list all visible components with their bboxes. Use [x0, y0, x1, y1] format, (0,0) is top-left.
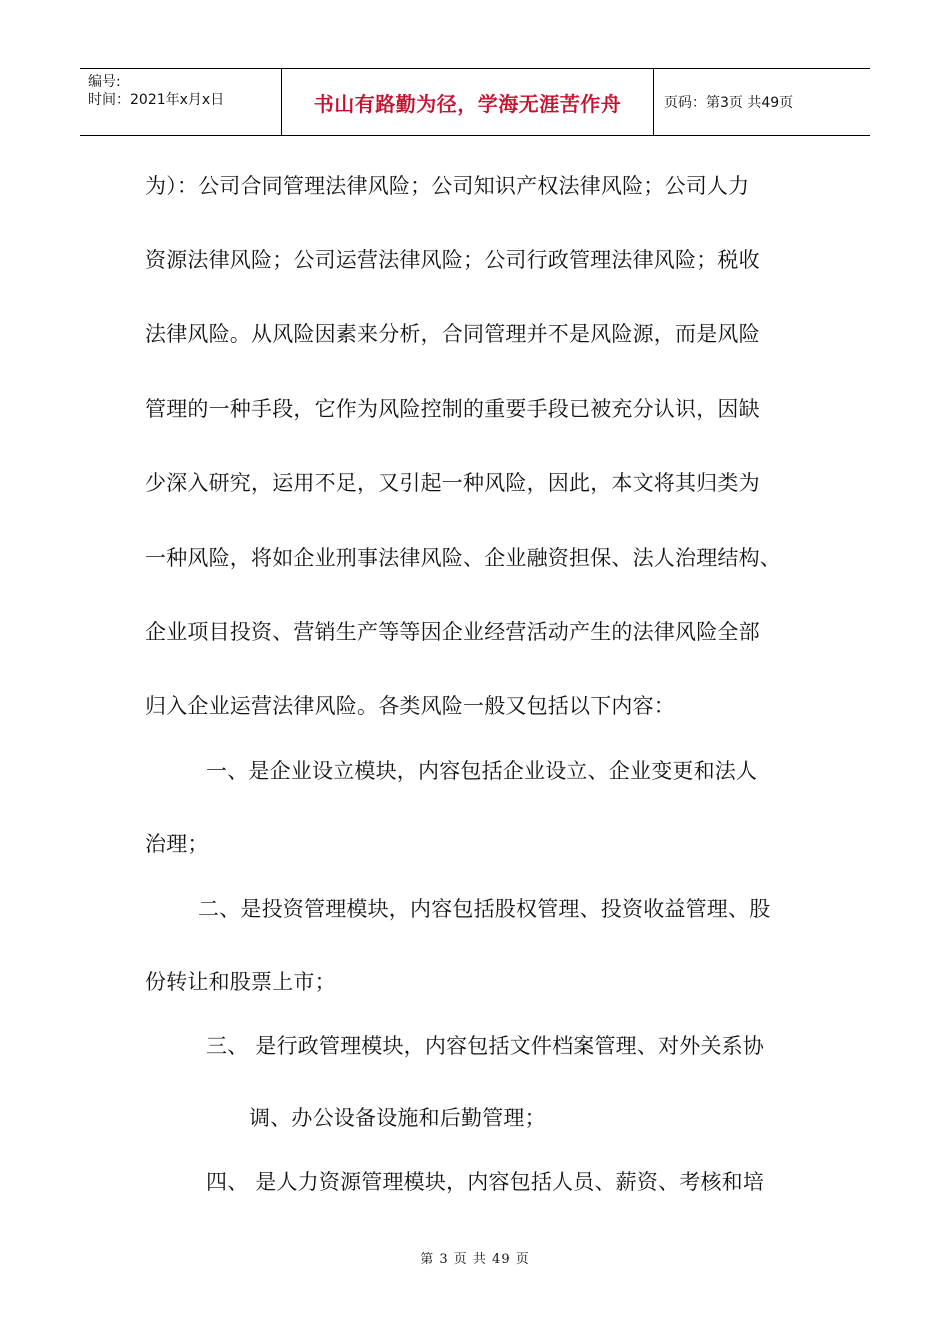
body-line: 调、办公设备设施和后勤管理；	[249, 1106, 546, 1130]
body-line: 归入企业运营法律风险。各类风险一般又包括以下内容：	[145, 694, 675, 718]
header-meta	[80, 69, 282, 135]
body-line: 为）：公司合同管理法律风险；公司知识产权法律风险；公司人力	[145, 174, 750, 198]
header-motto: 书山有路勤为径，学海无涯苦作舟	[282, 69, 654, 135]
body-line: 份转让和股票上市；	[145, 970, 336, 994]
body-line: 一、是企业设立模块，内容包括企业设立、企业变更和法人	[206, 759, 758, 783]
body-line: 四、 是人力资源管理模块，内容包括人员、薪资、考核和培	[206, 1170, 765, 1194]
body-line: 管理的一种手段，它作为风险控制的重要手段已被充分认识，因缺	[145, 397, 760, 421]
body-line: 企业项目投资、营销生产等等因企业经营活动产生的法律风险全部	[145, 620, 760, 644]
body-line: 治理；	[145, 832, 209, 856]
page-header	[80, 68, 870, 136]
body-line: 法律风险。从风险因素来分析，合同管理并不是风险源，而是风险	[145, 322, 760, 346]
header-page-info: 页码：第3页 共49页	[664, 95, 794, 111]
page-footer: 第 3 页 共 49 页	[420, 1252, 530, 1267]
code-label: 编号:	[88, 74, 121, 90]
body-line: 一种风险，将如企业刑事法律风险、企业融资担保、法人治理结构、	[145, 546, 781, 570]
time-label: 时间：2021年x月x日	[88, 92, 225, 108]
body-line: 二、是投资管理模块，内容包括股权管理、投资收益管理、股	[198, 897, 771, 921]
body-line: 三、 是行政管理模块，内容包括文件档案管理、对外关系协	[206, 1034, 765, 1058]
body-line: 少深入研究，运用不足，又引起一种风险，因此，本文将其归类为	[145, 471, 760, 495]
body-line: 资源法律风险；公司运营法律风险；公司行政管理法律风险；税收	[145, 248, 760, 272]
